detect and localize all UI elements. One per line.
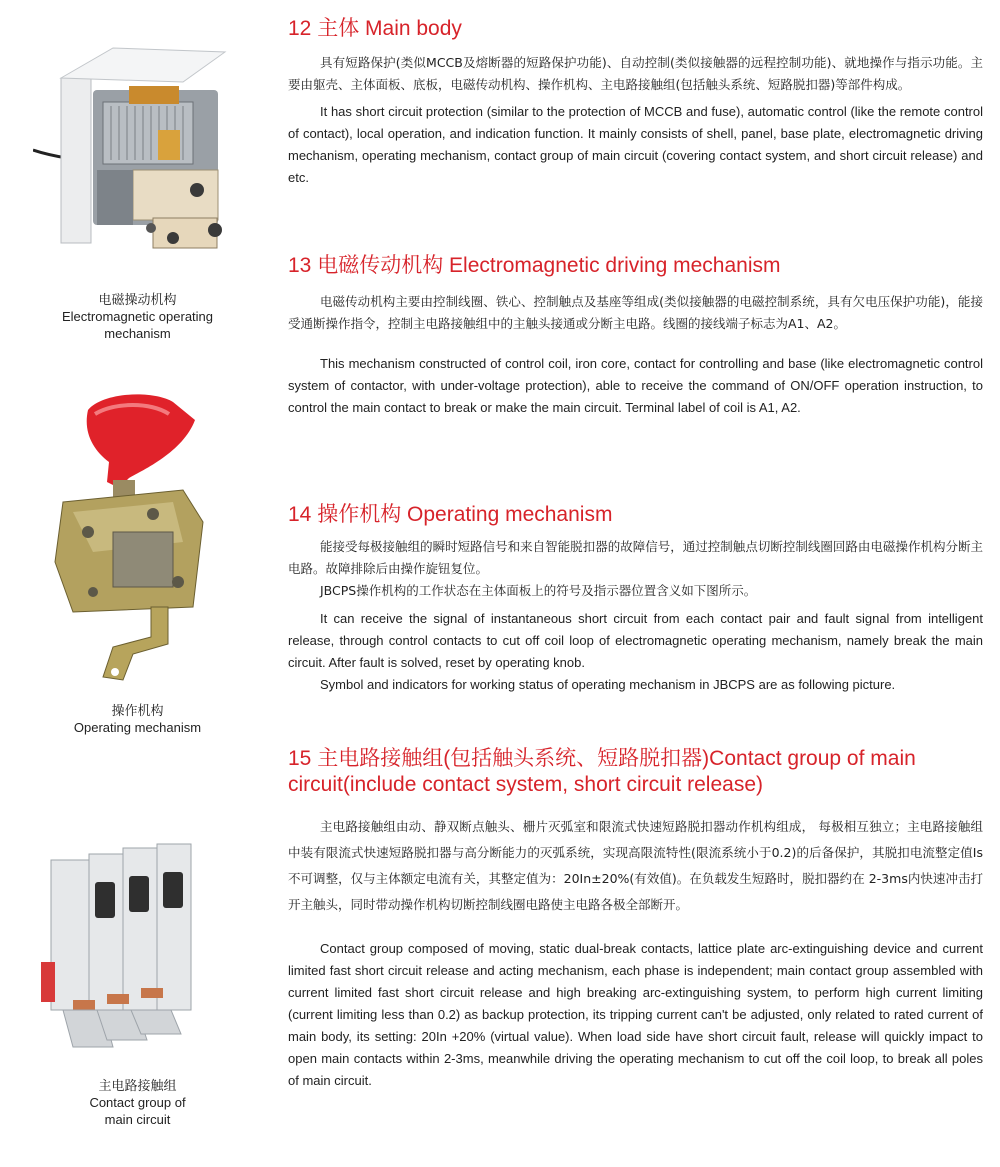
operating-mechanism-image bbox=[33, 392, 243, 682]
section-13-en-text: This mechanism constructed of control coil, iron core, contact for controlling and base (like electromagnetic control system of contactor, with under-voltage protection), able to receive the command of ON/OFF operation instruction, to control the main contact to break or make the main circuit. Terminal label of coil is A1, A2. bbox=[288, 356, 983, 415]
figure-3-caption-en-line1: Contact group of bbox=[89, 1095, 186, 1110]
section-15-zh-text: 主电路接触组由动、静双断点触头、栅片灭弧室和限流式快速短路脱扣器动作机构组成， 每极相互独立；主电路接触组中装有限流式快速短路脱扣器与高分断能力的灭弧系统，实现高限流特性(限流系统小于0.2)的后备保护，其脱扣电流整定值Is不可调整，仅与主体额定电流有关，其整定值为：20In±20%(有效值)。在负载发生短路时，脱扣器约在 2-3ms内快速冲击打开主触头，同时带动操作机构切断控制线圈电路使主电路各极全部断开。 bbox=[288, 819, 983, 912]
figure-3-caption-zh: 主电路接触组 bbox=[98, 1078, 177, 1093]
section-14-en-text-1: It can receive the signal of instantaneous short circuit from each contact pair and fault signal from intelligent release, through control contacts to cut off coil loop of electromagnetic operating mechanism, namely break the main circuit. After fault is solved, reset by operating knob. bbox=[288, 611, 983, 670]
section-12 bbox=[288, 16, 983, 189]
figure-3-caption-en-line2: main circuit bbox=[104, 1112, 171, 1127]
figure-2-caption-en-line1: Operating mechanism bbox=[73, 720, 202, 735]
section-14-title: 14 操作机构 Operating mechanism bbox=[288, 503, 613, 526]
section-15 bbox=[288, 746, 983, 1092]
figure-1-caption-zh: 电磁操动机构 bbox=[98, 292, 177, 307]
section-12-title: 12 主体 Main body bbox=[288, 17, 462, 40]
section-13-title: 13 电磁传动机构 Electromagnetic driving mechanism bbox=[288, 254, 781, 277]
section-15-en-text: Contact group composed of moving, static dual-break contacts, lattice plate arc-extinguishing device and current limited fast short circuit release and acting mechanism, each phase is independent; main contact group assembled with current limited fast short circuit release and high breaking arc-extinguishing system, to perform high current limiting (current limiting less than 0.2) as backup protection, its tripping current can't be adjusted, only related to rated current of main body, its setting: 20In +20% (virtual value). When load side have short circuit fault, release will quickly impact to open main contacts within 2-3ms, meanwhile driving the operating mechanism to cut off the coil loop, to break all poles of main circuit. bbox=[288, 941, 983, 1088]
figure-operating-mechanism bbox=[20, 392, 255, 736]
section-12-en-text: It has short circuit protection (similar to the protection of MCCB and fuse), automatic control (like the remote control of contact), local operation, and indication function. It mainly consists of shell, panel, base plate, electromagnetic driving mechanism, operating mechanism, contact group of main circuit (covering contact system, and short circuit release) and etc. bbox=[288, 104, 983, 185]
figure-contact-group bbox=[20, 842, 255, 1128]
figure-2-caption-zh: 操作机构 bbox=[111, 703, 164, 718]
figure-1-caption-en-line1: Electromagnetic operating bbox=[61, 309, 214, 324]
section-12-zh-text: 具有短路保护(类似MCCB及熔断器的短路保护功能)、自动控制(类似接触器的远程控制功能)、就地操作与指示功能。主要由躯壳、主体面板、底板，电磁传动机构、操作机构、主电路接触组(包括触头系统、短路脱扣器)等部件构成。 bbox=[288, 55, 983, 92]
section-14-zh-text-1: 能接受每极接触组的瞬时短路信号和来自智能脱扣器的故障信号，通过控制触点切断控制线圈回路由电磁操作机构分断主电路。故障排除后由操作旋钮复位。 bbox=[288, 539, 983, 576]
section-13 bbox=[288, 253, 983, 419]
figure-electromagnetic-mechanism bbox=[20, 30, 255, 342]
section-13-zh-text: 电磁传动机构主要由控制线圈、铁心、控制触点及基座等组成(类似接触器的电磁控制系统，具有欠电压保护功能)，能接受通断操作指令，控制主电路接触组中的主触头接通或分断主电路。线圈的接线端子标志为A1、A2。 bbox=[288, 294, 983, 331]
section-15-title: 15 主电路接触组(包括触头系统、短路脱扣器)Contact group of main circuit(include contact system, short circuit release) bbox=[288, 747, 916, 796]
section-14-en-text-2: Symbol and indicators for working status of operating mechanism in JBCPS are as following picture. bbox=[320, 677, 896, 692]
electromagnetic-mechanism-image bbox=[33, 30, 243, 255]
section-14 bbox=[288, 502, 983, 696]
contact-group-image bbox=[33, 842, 243, 1057]
section-14-zh-text-2: JBCPS操作机构的工作状态在主体面板上的符号及指示器位置含义如下图所示。 bbox=[320, 583, 757, 598]
figure-1-caption-en-line2: mechanism bbox=[104, 326, 171, 341]
